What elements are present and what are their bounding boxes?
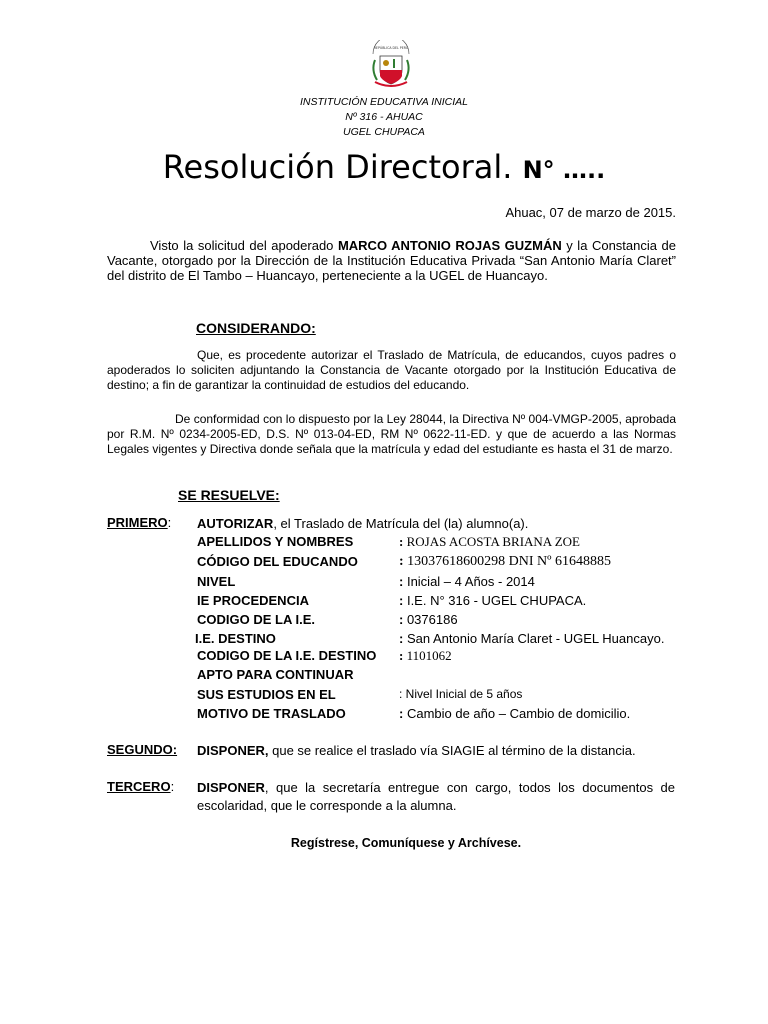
- considerando-heading: CONSIDERANDO:: [196, 320, 316, 336]
- article-primero-label: PRIMERO:: [107, 515, 172, 530]
- article-segundo-label: SEGUNDO:: [107, 742, 178, 757]
- closing-formula: Regístrese, Comuníquese y Archívese.: [290, 836, 522, 850]
- considerando-paragraph-1: Que, es procedente autorizar el Traslado de Matrícula, de educandos, cuyos padres o apoderados lo soliciten adjuntando la Constancia de Vacante otorgado por la Institución Educativa de destino; a fin de garantizar la continuidad de estudios del educando.: [107, 348, 676, 392]
- student-code: 13037618600298 DNI Nº 61648885: [407, 554, 612, 569]
- title-number: N° …..: [522, 156, 606, 184]
- considerando-paragraph-2: De conformidad con lo dispuesto por la Ley 28044, la Directiva Nº 004-VMGP-2005, aprobada por R.M. Nº 0234-2005-ED, D.S. Nº 013-04-ED, RM Nº 0622-11-ED. y que de acuerdo a las Normas Legales vigentes y Directiva donde señala que la matrícula y edad del estudiante es hasta el 31 de marzo.: [107, 412, 676, 456]
- document-page: REPÚBLICA DEL PERÚ INSTITUCIÓN EDUCATIVA INICIAL Nº 316 - AHUAC UGEL CHUPACA Resolución Directoral. N° ….. Ahuac, 07 de marzo de 2015. Visto la solicitud del apoderado MARCO ANTONIO ROJAS GUZMÁN y la Constancia de Vacante, otorgado por la Dirección de la Institución Educativa Privada “San Antonio María Claret” del distrito de El Tambo – Huancayo, perteneciente a la UGEL de Huancayo. CONSIDERANDO: Que, es procedente autorizar el Traslado de Matrícula, de educandos, cuyos padres o apoderados lo soliciten adjuntando la Constancia de Vacante otorgado por la Institución Educativa de destino; a fin de garantizar la continuidad de estudios del educando. De conformidad con lo dispuesto por la Ley 28044, la Directiva Nº 004-VMGP-2005, aprobada por R.M. Nº 0234-2005-ED, D.S. Nº 013-04-ED, RM Nº 0622-11-ED. y que de acuerdo a las Normas Legales vigentes y Directiva donde señala que la matrícula y edad del estudiante es hasta el 31 de marzo. SE RESUELVE: PRIMERO: AUTORIZAR, el Traslado de Matrícula del (la) alumno(a). APELLIDOS Y NOMBRES : ROJAS ACOSTA BRIANA ZOE CÓDIGO DEL EDUCANDO : 13037618600298 DNI Nº 61648885 NIVEL : Inicial – 4 Años - 2014 IE PROCEDENCIA : I.E. N° 316 - UGEL CHUPACA. CODIGO DE LA I.E. : 0376186 I.E. DESTINO : San Antonio María Claret - UGEL Huancayo. CODIGO DE LA I.E. DESTINO : 1101062 APTO PARA CONTINUAR SUS ESTUDIOS EN EL : Nivel Inicial de 5 años MOTIVO DE TRASLADO : Cambio de año – Cambio de domicilio. SEGUNDO: DISPONER, que se realice el traslado vía SIAGIE al término de la distancia. TERCERO: DISPONER, que la secretaría entregue con cargo, todos los documentos de escolaridad, que le corresponde a la alumna. Regístrese, Comuníquese y Archívese.: [0, 0, 768, 1024]
- document-date: Ahuac, 07 de marzo de 2015.: [505, 205, 676, 220]
- title-main: Resolución Directoral.: [162, 148, 513, 186]
- institution-name: INSTITUCIÓN EDUCATIVA INICIAL: [299, 96, 469, 108]
- institution-number: Nº 316 - AHUAC: [345, 111, 423, 123]
- document-title: [0, 148, 768, 186]
- article-tercero-text: DISPONER, que la secretaría entregue con cargo, todos los documentos de escolaridad, que le corresponde a la alumna.: [197, 780, 675, 813]
- institution-ugel: UGEL CHUPACA: [343, 126, 425, 138]
- svg-text:REPÚBLICA DEL PERÚ: REPÚBLICA DEL PERÚ: [373, 46, 409, 50]
- resuelve-heading: SE RESUELVE:: [178, 487, 280, 503]
- article-primero-text: AUTORIZAR, el Traslado de Matrícula del (la) alumno(a).: [197, 516, 529, 531]
- visto-paragraph: Visto la solicitud del apoderado MARCO ANTONIO ROJAS GUZMÁN y la Constancia de Vacante, otorgado por la Dirección de la Institución Educativa Privada “San Antonio María Claret” del distrito de El Tambo – Huancayo, perteneciente a la UGEL de Huancayo.: [107, 238, 676, 283]
- student-name: ROJAS ACOSTA BRIANA ZOE: [406, 534, 580, 549]
- apoderado-name: MARCO ANTONIO ROJAS GUZMÁN: [337, 238, 562, 253]
- article-segundo-text: DISPONER, que se realice el traslado vía SIAGIE al término de la distancia.: [197, 743, 636, 758]
- peru-coat-of-arms-icon: [365, 40, 417, 92]
- article-tercero-label: TERCERO:: [107, 779, 175, 794]
